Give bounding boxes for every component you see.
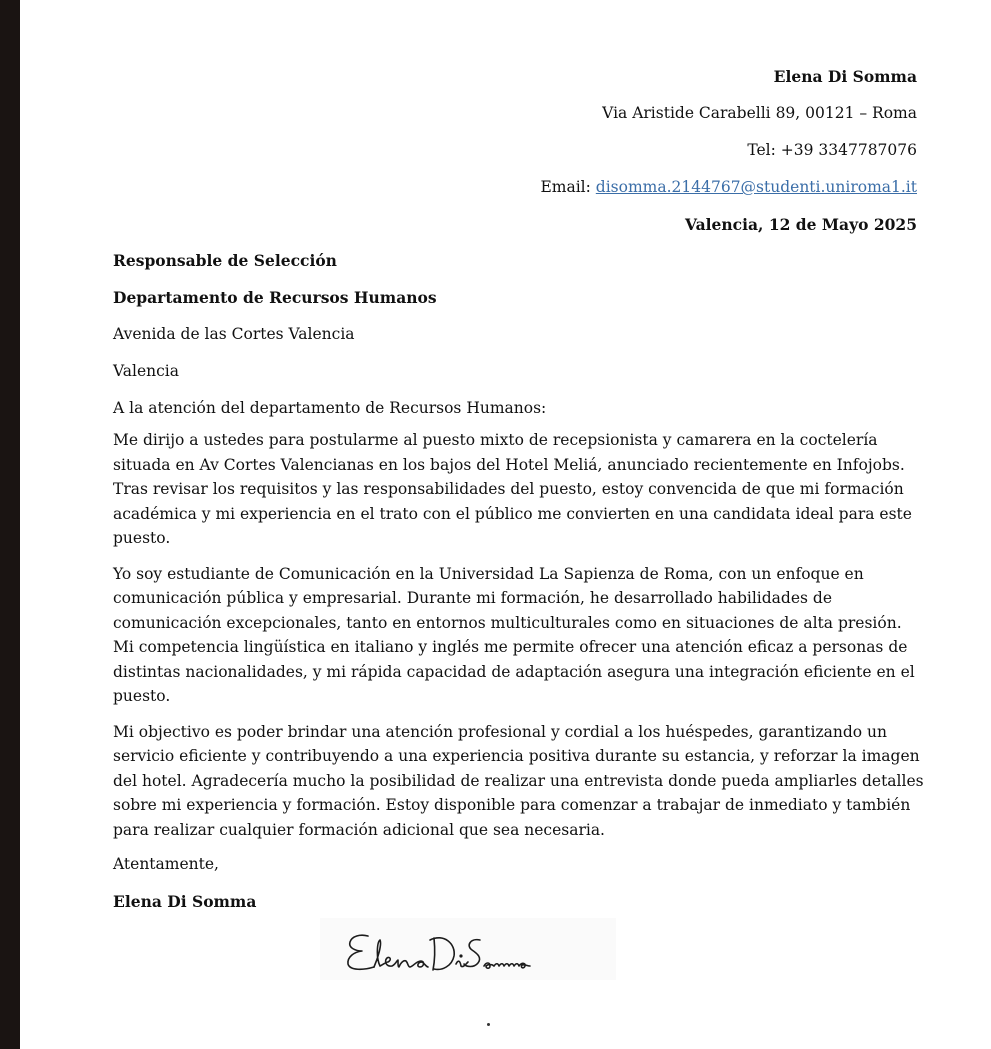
sender-address: Via Aristide Carabelli 89, 00121 – Roma <box>602 104 917 122</box>
sender-email-line <box>540 169 917 206</box>
salutation: A la atención del departamento de Recursos Humanos: <box>113 399 547 417</box>
body-paragraph-2: Yo soy estudiante de Comunicación en la Universidad La Sapienza de Roma, con un enfoque en comunicación pública y empresarial. Durante mi formación, he desarrollado habilidades de comunicación excepcionales, tanto en entornos multiculturales como en situaciones de alta presión. Mi competencia lingüística en italiano y inglés me permite ofrecer una atención eficaz a personas de distintas nacionalidades, y mi rápida capacidad de adaptación asegura una integración eficiente en el puesto. <box>113 564 915 705</box>
recipient-department: Departamento de Recursos Humanos <box>113 288 437 307</box>
body-paragraph-3: Mi objectivo es poder brindar una atención profesional y cordial a los huéspedes, garantizando un servicio eficiente y contribuyendo a una experiencia positiva durante su estancia, y reforzar la imagen del hotel. Agradecería mucho la posibilidad de realizar una entrevista donde pueda ampliarles detalles sobre mi experiencia y formación. Estoy disponible para comenzar a trabajar de inmediato y también para realizar cualquier formación adicional que sea necesaria. <box>113 722 924 839</box>
email-link[interactable]: disomma.2144767@studenti.uniroma1.it <box>595 178 917 196</box>
email-label: Email: <box>540 178 596 196</box>
recipient-city: Valencia <box>113 362 180 380</box>
recipient-title: Responsable de Selección <box>113 251 337 270</box>
signature-drawing <box>320 918 616 980</box>
letter-body <box>113 428 925 853</box>
recipient-street: Avenida de las Cortes Valencia <box>113 325 355 343</box>
handwritten-signature <box>320 918 616 980</box>
recipient-block <box>113 242 923 427</box>
closing-block <box>113 846 256 920</box>
body-paragraph-1: Me dirijo a ustedes para postularme al puesto mixto de recepsionista y camarera en la coctelería situada en Av Cortes Valencianas en los bajos del Hotel Meliá, anunciado recientemente en Infojobs. Tras revisar los requisitos y las responsabilidades del puesto, estoy convencida de que mi formación académica y mi experiencia en el trato con el público me convierten en una candidata ideal para este puesto. <box>113 431 912 547</box>
sender-tel: Tel: +39 3347787076 <box>747 141 917 159</box>
valediction: Atentamente, <box>113 855 219 873</box>
letter-page <box>20 0 991 1049</box>
sender-name: Elena Di Somma <box>773 67 917 86</box>
signer-name: Elena Di Somma <box>113 892 257 911</box>
sender-block <box>540 58 917 243</box>
letter-date: Valencia, 12 de Mayo 2025 <box>685 215 917 234</box>
stray-dot <box>487 1023 490 1026</box>
